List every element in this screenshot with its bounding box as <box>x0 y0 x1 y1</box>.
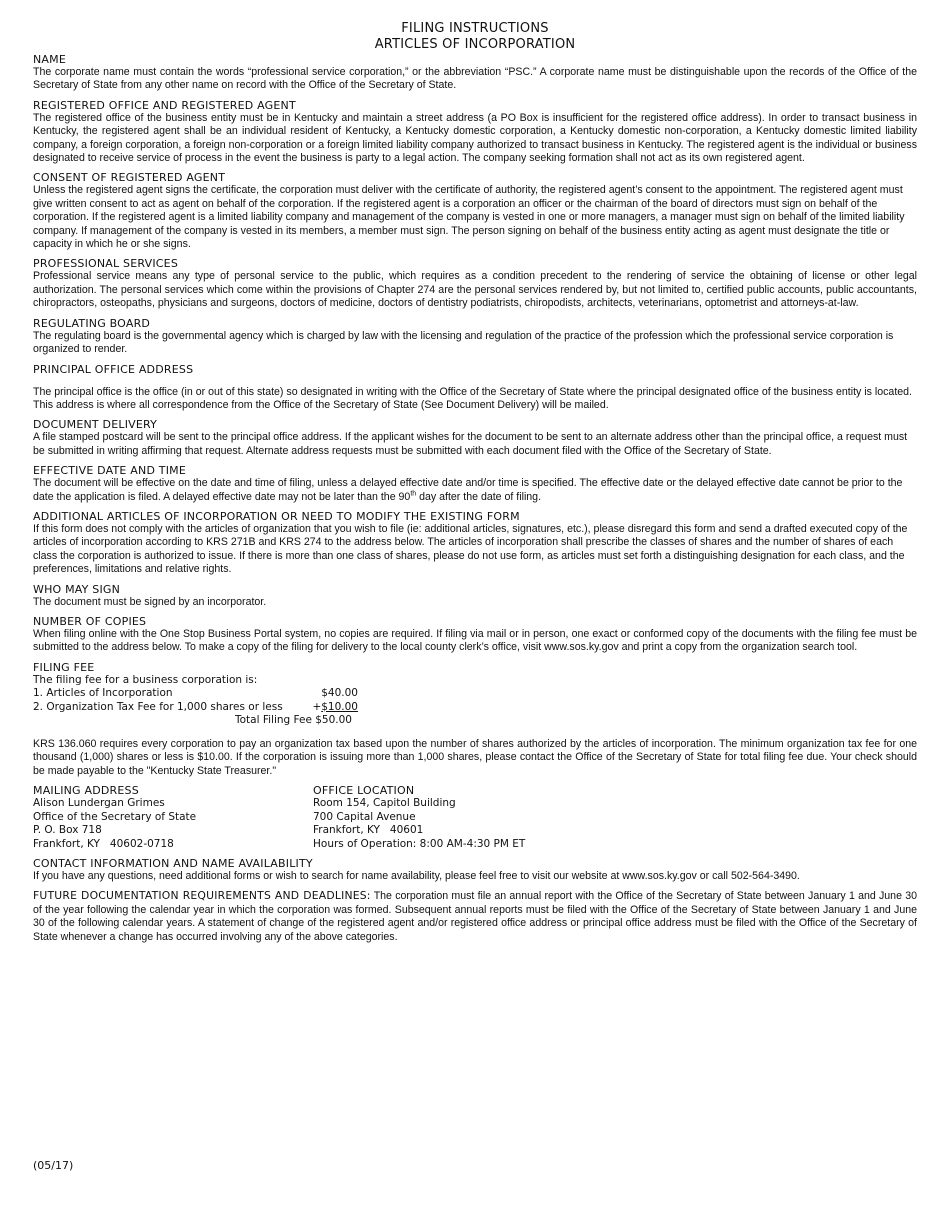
body-text: The corporation must file an annual report with the Office of the Secretary of State between January 1 and June 30 of the year following the calendar year in which the corporation was formed. Subsequent annual reports must be filed with the Office of the Secretary of State between January 1 and June 30 of the following calendar years. A statement of change of the registered agent and/or registered office address or principal office address must be filed with the Office of the Secretary of State whenever a change has occurred involving any of the above categories. <box>33 890 917 943</box>
section-filing-fee <box>33 661 917 778</box>
address-line: Office of the Secretary of State <box>33 810 197 823</box>
revision-date: (05/17) <box>33 1159 74 1172</box>
section-heading: PROFESSIONAL SERVICES <box>33 257 179 271</box>
fee-value: $10.00 <box>321 700 358 713</box>
fee-label: 1. Articles of Incorporation <box>33 687 173 700</box>
fee-row <box>33 701 358 715</box>
section-additional-articles <box>33 510 917 577</box>
fee-amount <box>298 701 358 715</box>
address-line: P. O. Box 718 <box>33 824 102 836</box>
section-body: The registered office of the business entity must be in Kentucky and maintain a street address (a PO Box is insufficient for the registered office address). In order to transact business in Kentucky, the registered agent shall be an individual resident of Kentucky, a Kentucky domestic corporation, a Kentucky domestic non-corporation, a Kentucky domestic limited liability company, a foreign corporation, a foreign non-corporation or a foreign limited liability company authorized to transact business in Kentucky. The registered agent is the individual or business designated to receive service of process in the event the business is party to a legal action. The company seeking formation shall not act as its own registered agent. <box>33 111 917 165</box>
section-body: When filing online with the One Stop Business Portal system, no copies are required. If filing via mail or in person, one exact or conformed copy of the documents with the filing fee must be submitted to the address below. To make a copy of the filing for delivery to the local county clerk’s office, visit www.sos.ky.gov and print a copy from the organization search tool. <box>33 627 917 654</box>
fee-amount: $40.00 <box>321 687 358 700</box>
document-title <box>33 21 917 53</box>
section-heading: MAILING ADDRESS <box>33 784 139 797</box>
section-heading: FILING FEE <box>33 660 95 674</box>
section-body: Unless the registered agent signs the certificate, the corporation must deliver with the certificate of authority, the registered agent’s consent to the appointment. The registered agent must give written consent to act as agent on behalf of the corporation. If the registered agent is a corporation an officer or the chairman of the board of directors must sign on behalf of the corporation. If the registered agent is a limited liability company and management of the company is vested in one or more managers, a manager must sign on behalf of the limited liability company. If management of the company is vested in its members, a member must sign. The person signing on behalf of the business entity acting as agent must designate the title or capacity in which he or she signs. <box>33 184 905 251</box>
section-name <box>33 53 917 93</box>
section-effective-date <box>33 464 917 504</box>
mailing-address <box>33 784 313 851</box>
section-regulating-board <box>33 317 917 357</box>
section-professional-services <box>33 257 917 310</box>
section-body: The document must be signed by an incorporator. <box>33 595 267 608</box>
fee-prefix: + <box>312 700 322 713</box>
section-contact <box>33 857 917 883</box>
fee-table <box>33 674 917 728</box>
section-heading: ADDITIONAL ARTICLES OF INCORPORATION OR NEED TO MODIFY THE EXISTING FORM <box>33 509 520 523</box>
section-body: The regulating board is the governmental agency which is charged by law with the licensing and regulation of the practice of the profession which the professional service corporation is organized to render. <box>33 329 894 356</box>
section-body: The corporate name must contain the words “professional service corporation,” or the abbreviation “PSC.” A corporate name must be distinguishable upon the records of the Office of the Secretary of State from any other name on record with the Office of the Secretary of State. <box>33 66 917 92</box>
fee-total <box>33 714 358 728</box>
fee-note: KRS 136.060 requires every corporation to pay an organization tax based upon the number of shares authorized by the articles of incorporation. The minimum organization tax fee for one thousand (1,000) shares or less is $10.00. If the corporation is issuing more than 1,000 shares, please contact the Office of the Secretary of State for total filing fee due. Your check should be made payable to the "Kentucky State Treasurer." <box>33 737 917 777</box>
section-body <box>33 477 917 504</box>
section-heading: OFFICE LOCATION <box>313 784 415 797</box>
address-line: Frankfort, KY 40601 <box>313 824 424 836</box>
title-line-1: FILING INSTRUCTIONS <box>401 21 549 36</box>
section-heading: EFFECTIVE DATE AND TIME <box>33 464 187 478</box>
total-amount: $50.00 <box>315 714 352 727</box>
section-heading: PRINCIPAL OFFICE ADDRESS <box>33 362 194 376</box>
section-heading: REGISTERED OFFICE AND REGISTERED AGENT <box>33 98 296 112</box>
section-heading: CONSENT OF REGISTERED AGENT <box>33 171 226 185</box>
section-registered-office <box>33 99 917 166</box>
fee-row <box>33 687 358 701</box>
section-principal-office <box>33 363 917 413</box>
section-document-delivery <box>33 418 917 458</box>
address-line: Alison Lundergan Grimes <box>33 797 165 809</box>
section-consent <box>33 171 917 251</box>
section-heading: NAME <box>33 53 66 66</box>
section-heading: DOCUMENT DELIVERY <box>33 418 158 432</box>
section-body: If you have any questions, need additional forms or wish to search for name availability, please feel free to visit our website at www.sos.ky.gov or call 502-564-3490. <box>33 870 800 882</box>
section-body <box>33 889 917 944</box>
address-block <box>33 784 917 851</box>
section-future-docs <box>33 889 917 944</box>
instructions-page <box>33 21 917 950</box>
address-line: 700 Capital Avenue <box>313 810 416 823</box>
section-who-may-sign <box>33 583 917 609</box>
body-text: The document will be effective on the date and time of filing, unless a delayed effective date and/or time is specified. The effective date or the delayed effective date cannot be prior to the date the application is filed. A delayed effective date may not be later than the 90 <box>33 477 903 503</box>
section-body: Professional service means any type of personal service to the public, which requires as a condition precedent to the rendering of service the obtaining of license or other legal authorization. The personal services which come within the provisions of Chapter 274 are the personal services rendered by, but not limited to, certified public accounts, public accountants, chiropractors, osteopaths, physicians and surgeons, doctors of medicine, doctors of dentistry podiatrists, chiropodists, architects, veterinarians, optometrist and attorneys-at-law. <box>33 270 917 310</box>
section-body: The principal office is the office (in or out of this state) so designated in writing with the Office of the Secretary of State where the principal designated office of the business entity is located. This address is where all correspondence from the Office of the Secretary of State (See Document Delivery) will be mailed. <box>33 385 912 411</box>
section-heading: FUTURE DOCUMENTATION REQUIREMENTS AND DEADLINES: <box>33 889 371 903</box>
office-location <box>313 784 593 851</box>
address-line: Frankfort, KY 40602-0718 <box>33 837 174 850</box>
section-heading: CONTACT INFORMATION AND NAME AVAILABILITY <box>33 857 313 870</box>
ordinal-suffix: th <box>410 490 417 497</box>
title-line-2: ARTICLES OF INCORPORATION <box>374 37 576 52</box>
address-line: Room 154, Capitol Building <box>313 797 456 809</box>
address-line: Hours of Operation: 8:00 AM-4:30 PM ET <box>313 837 526 850</box>
section-heading: NUMBER OF COPIES <box>33 614 147 628</box>
fee-intro: The filing fee for a business corporation is: <box>33 673 258 686</box>
section-number-of-copies <box>33 615 917 655</box>
section-heading: REGULATING BOARD <box>33 316 151 330</box>
section-body: If this form does not comply with the articles of organization that you wish to file (ie: additional articles, signatures, etc.), please disregard this form and send a drafted executed copy of the articles of incorporation according to KRS 271B and KRS 274 to the address below. The articles of incorporation shall prescribe the classes of shares and the number of shares of each class the corporation is authorized to issue. If there is more than one class of shares, please do not use form, as articles must set forth a distinguishing designation for each class, and the preferences, limitations and relative rights. <box>33 522 908 576</box>
total-label: Total Filing Fee <box>234 714 312 727</box>
section-heading: WHO MAY SIGN <box>33 582 121 596</box>
section-body: A file stamped postcard will be sent to the principal office address. If the applicant wishes for the document to be sent to an alternate address other than the principal office, a request must be submitted in writing affirming that request. Alternate address requests must be submitted with each document filed with the Office of the Secretary of State. <box>33 431 908 457</box>
body-text: day after the date of filing. <box>416 490 542 503</box>
fee-label: 2. Organization Tax Fee for 1,000 shares or less <box>33 700 283 713</box>
